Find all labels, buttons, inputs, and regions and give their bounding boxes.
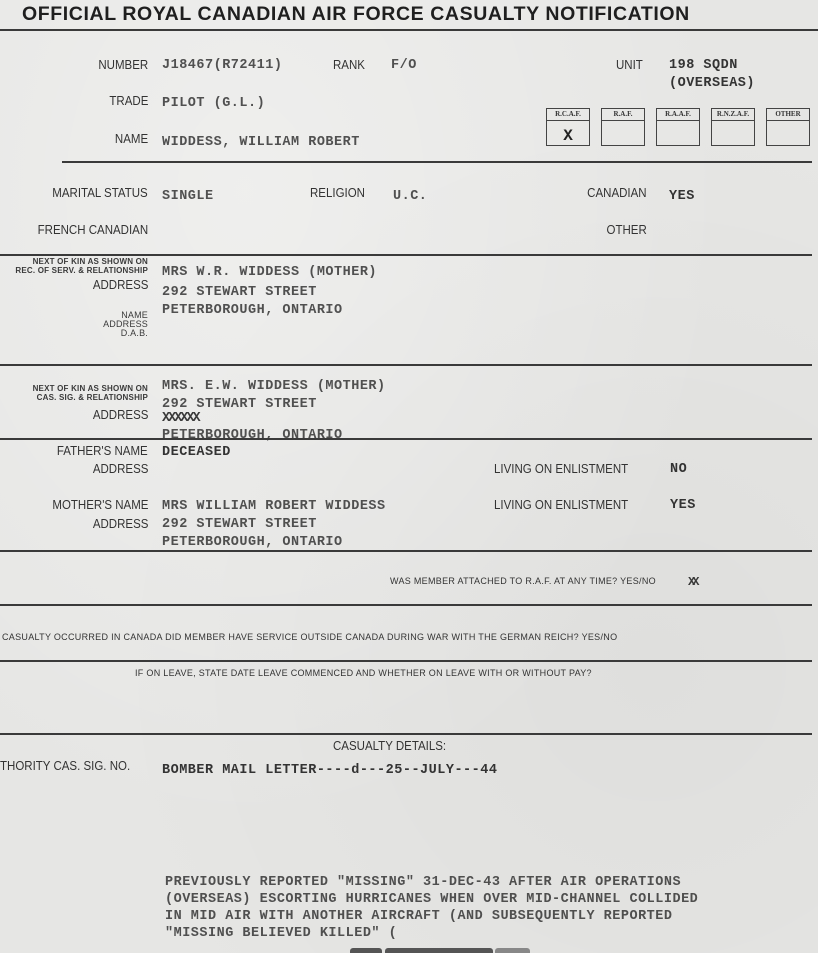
- service-box-rnzaf: [711, 108, 755, 146]
- raf-attached-options: YES/NO: [620, 576, 656, 586]
- mother-address1: 292 STEWART STREET: [162, 517, 317, 532]
- section-rule-7: [0, 660, 812, 662]
- service-box-label: R.A.A.F.: [657, 109, 699, 121]
- dab-name-label: NAME: [121, 310, 148, 320]
- service-box-raaf: [656, 108, 700, 146]
- raf-attached-strike: XX: [688, 575, 697, 589]
- service-outside-question: [2, 632, 617, 642]
- nok-rec-address2: PETERBOROUGH, ONTARIO: [162, 303, 343, 318]
- other-label: OTHER: [606, 223, 647, 237]
- father-living-value: NO: [670, 462, 688, 477]
- unit-value-line1: 198 SQDN: [669, 58, 738, 73]
- section-rule-2: [0, 254, 812, 256]
- details-line-4: "MISSING BELIEVED KILLED" (: [165, 926, 398, 941]
- unit-value-line2: (OVERSEAS): [669, 76, 756, 91]
- nok-cas-name: MRS. E.W. WIDDESS (MOTHER): [162, 379, 386, 394]
- raf-attached-question: [390, 576, 656, 586]
- canadian-label: CANADIAN: [587, 186, 647, 200]
- viewer-tab: [385, 948, 493, 953]
- details-line-3: IN MID AIR WITH ANOTHER AIRCRAFT (AND SUBSEQUENTLY REPORTED: [165, 909, 673, 924]
- name-value: WIDDESS, WILLIAM ROBERT: [162, 135, 360, 150]
- mother-address2: PETERBOROUGH, ONTARIO: [162, 535, 343, 550]
- viewer-tab: [495, 948, 530, 953]
- father-address-label: ADDRESS: [92, 462, 148, 476]
- section-rule-5: [0, 550, 812, 552]
- mother-address-label: ADDRESS: [92, 517, 148, 531]
- details-line-1: PREVIOUSLY REPORTED "MISSING" 31-DEC-43 AFTER AIR OPERATIONS: [165, 875, 682, 890]
- mother-living-label: LIVING ON ENLISTMENT: [494, 498, 629, 512]
- leave-question: IF ON LEAVE, STATE DATE LEAVE COMMENCED AND WHETHER ON LEAVE WITH OR WITHOUT PAY?: [135, 668, 592, 678]
- service-box-other: [766, 108, 810, 146]
- service-box-label: R.A.F.: [602, 109, 644, 121]
- service-box-rcaf: [546, 108, 590, 146]
- nok-cas-struck-text: XXXXXX: [162, 411, 199, 426]
- father-living-label: LIVING ON ENLISTMENT: [494, 462, 629, 476]
- dab-block: [103, 311, 148, 338]
- number-label: NUMBER: [98, 58, 148, 72]
- service-box-label: OTHER: [767, 109, 809, 121]
- fathers-name-value: DECEASED: [162, 445, 231, 460]
- fathers-name-label: FATHER'S NAME: [57, 444, 148, 458]
- section-rule-8: [0, 733, 812, 735]
- nok-rec-name: MRS W.R. WIDDESS (MOTHER): [162, 265, 378, 280]
- nok-rec-address1: 292 STEWART STREET: [162, 285, 317, 300]
- service-box-mark: X: [563, 127, 573, 145]
- nok-cas-address1: 292 STEWART STREET: [162, 397, 317, 412]
- dab-address-label: ADDRESS: [103, 319, 148, 329]
- rank-value: F/O: [391, 58, 417, 73]
- section-rule-3: [0, 364, 812, 366]
- authority-label: THORITY CAS. SIG. NO.: [0, 759, 131, 773]
- marital-status-label: MARITAL STATUS: [52, 186, 148, 200]
- authority-value: BOMBER MAIL LETTER----d---25--JULY---44: [162, 763, 498, 778]
- dab-label: D.A.B.: [120, 328, 148, 338]
- casualty-details-heading: CASUALTY DETAILS:: [333, 739, 447, 753]
- mothers-name-label: MOTHER'S NAME: [51, 498, 148, 512]
- mothers-name-value: MRS WILLIAM ROBERT WIDDESS: [162, 499, 386, 514]
- service-box-label: R.N.Z.A.F.: [712, 109, 754, 121]
- service-box-label: R.C.A.F.: [547, 109, 589, 121]
- viewer-tab: [350, 948, 382, 953]
- number-value: J18467(R72411): [162, 58, 283, 73]
- trade-value: PILOT (G.L.): [162, 96, 266, 111]
- nok-rec-label-line2: REC. OF SERV. & RELATIONSHIP: [15, 266, 148, 275]
- mother-living-value: YES: [670, 498, 696, 513]
- service-box-raf: [601, 108, 645, 146]
- details-line-2: (OVERSEAS) ESCORTING HURRICANES WHEN OVER MID-CHANNEL COLLIDED: [165, 892, 699, 907]
- raf-attached-label: WAS MEMBER ATTACHED TO R.A.F. AT ANY TIME?: [390, 576, 618, 586]
- religion-value: U.C.: [393, 189, 428, 204]
- marital-status-value: SINGLE: [162, 189, 214, 204]
- section-rule-1: [62, 161, 812, 163]
- french-canadian-label: FRENCH CANADIAN: [37, 223, 148, 237]
- nok-cas-label-line1: NEXT OF KIN AS SHOWN ON: [32, 384, 148, 393]
- rank-label: RANK: [333, 58, 365, 72]
- form-title: OFFICIAL ROYAL CANADIAN AIR FORCE CASUALTY NOTIFICATION: [22, 3, 690, 25]
- title-rule: [0, 29, 818, 31]
- canadian-value: YES: [669, 189, 695, 204]
- nok-cas-label-line2: CAS. SIG. & RELATIONSHIP: [36, 393, 148, 402]
- service-outside-options: YES/NO: [581, 632, 618, 642]
- nok-rec-label-line1: NEXT OF KIN AS SHOWN ON: [32, 257, 148, 266]
- section-rule-6: [0, 604, 812, 606]
- nok-rec-address-label: ADDRESS: [92, 278, 148, 292]
- nok-rec-label: [15, 257, 148, 275]
- section-rule-4: [0, 438, 812, 440]
- name-label: NAME: [114, 132, 148, 146]
- trade-label: TRADE: [109, 94, 148, 108]
- religion-label: RELIGION: [310, 186, 365, 200]
- service-outside-label: CASUALTY OCCURRED IN CANADA DID MEMBER HAVE SERVICE OUTSIDE CANADA DURING WAR WITH THE GERMAN REICH?: [2, 632, 579, 642]
- nok-cas-address2: PETERBOROUGH, ONTARIO: [162, 428, 343, 443]
- nok-cas-address-label: ADDRESS: [92, 408, 148, 422]
- unit-label: UNIT: [616, 58, 643, 72]
- nok-cas-label: [33, 384, 148, 402]
